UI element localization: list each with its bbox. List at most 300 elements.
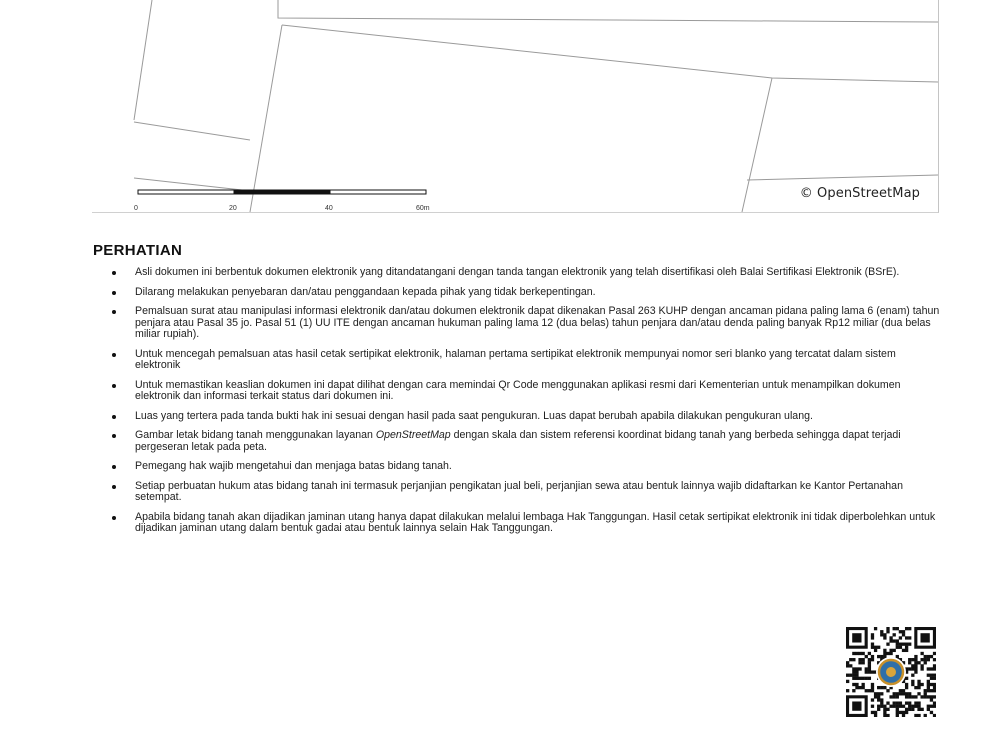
qr-module xyxy=(920,695,923,698)
qr-module xyxy=(902,630,905,633)
notice-item xyxy=(93,411,943,423)
qr-module xyxy=(883,711,886,714)
qr-module xyxy=(871,636,874,639)
qr-module xyxy=(911,664,914,667)
qr-finder xyxy=(852,633,861,642)
qr-code[interactable] xyxy=(846,627,936,717)
qr-module xyxy=(927,655,930,658)
parcel-boundary xyxy=(282,25,938,82)
qr-module xyxy=(855,670,858,673)
qr-module xyxy=(933,714,936,717)
qr-module xyxy=(877,646,880,649)
qr-module xyxy=(902,705,905,708)
qr-module xyxy=(874,649,877,652)
qr-module xyxy=(855,667,858,670)
qr-module xyxy=(927,680,930,683)
qr-module xyxy=(920,708,923,711)
notice-item-text: Dilarang melakukan penyebaran dan/atau penggandaan kepada pihak yang tidak berkepentingan. xyxy=(135,285,596,298)
qr-module xyxy=(911,680,914,683)
qr-module xyxy=(933,683,936,686)
qr-module xyxy=(896,695,899,698)
qr-module xyxy=(883,636,886,639)
parcel-boundary xyxy=(250,25,282,212)
qr-module xyxy=(889,639,892,642)
qr-module xyxy=(862,652,865,655)
notice-item xyxy=(93,481,943,504)
qr-module xyxy=(865,689,868,692)
qr-module xyxy=(899,643,902,646)
qr-module xyxy=(871,646,874,649)
qr-module xyxy=(930,655,933,658)
qr-module xyxy=(896,708,899,711)
qr-module xyxy=(908,692,911,695)
qr-module xyxy=(871,711,874,714)
qr-module xyxy=(933,686,936,689)
qr-module xyxy=(886,643,889,646)
qr-module xyxy=(902,689,905,692)
qr-module xyxy=(933,664,936,667)
parcel-boundary xyxy=(134,178,242,190)
qr-module xyxy=(883,652,886,655)
qr-module xyxy=(871,658,874,661)
qr-module xyxy=(914,701,917,704)
qr-module xyxy=(930,698,933,701)
qr-module xyxy=(917,714,920,717)
qr-module xyxy=(880,705,883,708)
qr-module xyxy=(930,667,933,670)
parcel-boundary xyxy=(747,175,938,180)
scale-bar xyxy=(138,190,426,194)
qr-module xyxy=(905,708,908,711)
qr-module xyxy=(858,667,861,670)
qr-module xyxy=(930,711,933,714)
bullet-icon xyxy=(112,291,116,295)
qr-module xyxy=(908,636,911,639)
qr-module xyxy=(914,705,917,708)
qr-module xyxy=(886,714,889,717)
bullet-icon xyxy=(112,516,116,520)
qr-module xyxy=(858,677,861,680)
notice-item-text-after: dengan skala dan sistem referensi koordinat bidang tanah yang berbeda sehingga dapat terjadi pergeseran letak pada peta. xyxy=(135,429,901,453)
qr-module xyxy=(858,686,861,689)
qr-module xyxy=(868,670,871,673)
qr-module xyxy=(880,633,883,636)
parcel-map xyxy=(92,0,938,212)
qr-module xyxy=(868,667,871,670)
notice-item-text: Setiap perbuatan hukum atas bidang tanah ini termasuk perjanjian pengikatan jual beli, perjanjian sewa atau bentuk lainnya wajib didaftarkan ke Kantor Pertanahan setempat. xyxy=(135,479,903,503)
qr-module xyxy=(893,701,896,704)
qr-module xyxy=(865,667,868,670)
qr-module xyxy=(908,661,911,664)
qr-module xyxy=(880,630,883,633)
notice-item xyxy=(93,306,943,341)
qr-module xyxy=(877,692,880,695)
qr-module xyxy=(889,705,892,708)
qr-module xyxy=(874,714,877,717)
qr-module xyxy=(855,683,858,686)
qr-module xyxy=(914,655,917,658)
qr-module xyxy=(933,652,936,655)
qr-module xyxy=(862,661,865,664)
qr-module xyxy=(917,686,920,689)
qr-module xyxy=(889,649,892,652)
qr-module xyxy=(886,708,889,711)
qr-module xyxy=(905,643,908,646)
scale-label-0: 0 xyxy=(134,205,138,212)
qr-module xyxy=(905,649,908,652)
qr-module xyxy=(905,695,908,698)
qr-module xyxy=(896,705,899,708)
qr-module xyxy=(886,652,889,655)
qr-module xyxy=(914,664,917,667)
qr-module xyxy=(914,661,917,664)
qr-module xyxy=(920,683,923,686)
qr-module xyxy=(855,652,858,655)
qr-module xyxy=(862,658,865,661)
qr-module xyxy=(868,677,871,680)
qr-module xyxy=(849,674,852,677)
notice-item xyxy=(93,287,943,299)
qr-module xyxy=(914,670,917,673)
qr-module xyxy=(911,708,914,711)
qr-module xyxy=(908,643,911,646)
qr-module xyxy=(858,658,861,661)
qr-module xyxy=(883,655,886,658)
qr-module xyxy=(899,701,902,704)
qr-module xyxy=(852,667,855,670)
qr-module xyxy=(874,646,877,649)
qr-module xyxy=(927,658,930,661)
scale-label-60m: 60m xyxy=(416,205,430,212)
qr-module xyxy=(933,667,936,670)
qr-module xyxy=(871,705,874,708)
qr-module xyxy=(886,701,889,704)
qr-module xyxy=(905,683,908,686)
qr-module xyxy=(902,643,905,646)
qr-module xyxy=(877,655,880,658)
qr-module xyxy=(880,701,883,704)
bullet-icon xyxy=(112,465,116,469)
qr-module xyxy=(914,667,917,670)
notice-item xyxy=(93,267,943,279)
bullet-icon xyxy=(112,485,116,489)
qr-module xyxy=(855,686,858,689)
qr-module xyxy=(883,633,886,636)
qr-module xyxy=(880,698,883,701)
notice-heading: PERHATIAN xyxy=(93,242,183,259)
qr-finder xyxy=(852,701,861,710)
qr-module xyxy=(868,661,871,664)
qr-module xyxy=(871,698,874,701)
qr-module xyxy=(902,692,905,695)
qr-module xyxy=(893,692,896,695)
qr-module xyxy=(905,646,908,649)
qr-module xyxy=(917,661,920,664)
parcel-boundary xyxy=(134,0,152,120)
qr-module xyxy=(849,658,852,661)
qr-module xyxy=(896,639,899,642)
map-panel xyxy=(92,0,939,213)
qr-module xyxy=(893,639,896,642)
qr-module xyxy=(908,667,911,670)
qr-module xyxy=(930,683,933,686)
qr-module xyxy=(893,633,896,636)
qr-module xyxy=(899,711,902,714)
qr-module xyxy=(899,689,902,692)
qr-module xyxy=(917,683,920,686)
qr-module xyxy=(896,643,899,646)
qr-module xyxy=(899,646,902,649)
qr-module xyxy=(862,686,865,689)
qr-module xyxy=(920,664,923,667)
qr-module xyxy=(911,705,914,708)
qr-module xyxy=(908,695,911,698)
qr-module xyxy=(902,633,905,636)
qr-module xyxy=(917,708,920,711)
qr-module xyxy=(896,646,899,649)
qr-module xyxy=(911,695,914,698)
notice-item xyxy=(93,512,943,535)
qr-module xyxy=(868,664,871,667)
qr-module xyxy=(924,689,927,692)
qr-module xyxy=(896,701,899,704)
qr-module xyxy=(911,667,914,670)
notice-item xyxy=(93,380,943,403)
qr-module xyxy=(849,664,852,667)
qr-module xyxy=(862,683,865,686)
notice-item-text: Asli dokumen ini berbentuk dokumen elektronik yang ditandatangani dengan tanda tangan elektronik yang telah disertifikasi oleh Balai Sertifikasi Elektronik (BSrE). xyxy=(135,266,900,278)
qr-module xyxy=(886,689,889,692)
qr-module xyxy=(852,652,855,655)
qr-module xyxy=(874,695,877,698)
qr-module xyxy=(896,627,899,630)
osm-attribution-link[interactable]: © OpenStreetMap xyxy=(799,186,920,201)
qr-module xyxy=(905,701,908,704)
qr-module xyxy=(852,674,855,677)
qr-module xyxy=(917,680,920,683)
qr-module xyxy=(924,714,927,717)
scale-label-40: 40 xyxy=(325,205,333,212)
qr-module xyxy=(927,689,930,692)
notice-item-text-italic: OpenStreetMap xyxy=(375,429,451,441)
notice-item-text: Luas yang tertera pada tanda bukti hak ini sesuai dengan hasil pada saat pengukuran. Luas dapat berubah apabila dilakukan pengukuran ulang. xyxy=(135,409,813,422)
qr-module xyxy=(874,692,877,695)
qr-module xyxy=(855,674,858,677)
qr-module xyxy=(896,692,899,695)
qr-module xyxy=(933,674,936,677)
qr-module xyxy=(865,670,868,673)
qr-module xyxy=(905,711,908,714)
qr-module xyxy=(933,695,936,698)
qr-module xyxy=(914,686,917,689)
qr-module xyxy=(905,677,908,680)
qr-module xyxy=(896,711,899,714)
qr-module xyxy=(868,652,871,655)
qr-module xyxy=(899,705,902,708)
qr-module xyxy=(862,677,865,680)
qr-module xyxy=(924,661,927,664)
qr-module xyxy=(924,658,927,661)
qr-module xyxy=(877,698,880,701)
qr-module xyxy=(902,714,905,717)
qr-module xyxy=(858,661,861,664)
qr-module xyxy=(871,633,874,636)
parcel-boundary xyxy=(742,78,772,212)
qr-module xyxy=(924,695,927,698)
qr-module xyxy=(893,695,896,698)
qr-module xyxy=(883,708,886,711)
notice-item-text-before: Gambar letak bidang tanah menggunakan layanan xyxy=(135,429,376,441)
qr-module xyxy=(883,686,886,689)
parcel-boundary xyxy=(134,122,250,140)
qr-module xyxy=(871,689,874,692)
bullet-icon xyxy=(112,310,116,314)
qr-module xyxy=(911,674,914,677)
qr-module xyxy=(855,677,858,680)
qr-module xyxy=(883,714,886,717)
qr-module xyxy=(899,636,902,639)
qr-module xyxy=(846,689,849,692)
qr-module xyxy=(914,695,917,698)
qr-module xyxy=(880,692,883,695)
qr-module xyxy=(889,636,892,639)
notice-item-text: Pemegang hak wajib mengetahui dan menjaga batas bidang tanah. xyxy=(135,460,452,472)
qr-module xyxy=(880,686,883,689)
notice-item xyxy=(93,461,943,473)
qr-module xyxy=(911,658,914,661)
qr-module xyxy=(908,708,911,711)
notice-item-text: Pemalsuan surat atau manipulasi informasi elektronik dan/atau dokumen elektronik dapat dikenakan Pasal 263 KUHP dengan ancaman pidana paling lama 6 (enam) tahun penjara atau Pasal 35 jo. Pasal 51 (1) UU ITE dengan ancaman hukuman paling lama 12 (dua belas) tahun penjara dan/atau denda paling banyak Rp12 miliar (dua belas miliar rupiah). xyxy=(135,305,940,340)
qr-module xyxy=(852,658,855,661)
qr-module xyxy=(930,689,933,692)
qr-module xyxy=(930,674,933,677)
qr-module xyxy=(930,677,933,680)
qr-module xyxy=(914,714,917,717)
qr-module xyxy=(871,643,874,646)
qr-module xyxy=(889,695,892,698)
qr-module xyxy=(905,692,908,695)
qr-module xyxy=(877,705,880,708)
bullet-icon xyxy=(112,384,116,388)
qr-module xyxy=(905,636,908,639)
qr-module xyxy=(852,689,855,692)
notice-item-text: Untuk memastikan keaslian dokumen ini dapat dilihat dengan cara memindai Qr Code menggunakan aplikasi resmi dari Kementerian untuk menampilkan dokumen elektronik dan informasi terkait status dari dokumen ini. xyxy=(135,378,901,402)
qr-module xyxy=(896,655,899,658)
bullet-icon xyxy=(112,434,116,438)
qr-module xyxy=(877,695,880,698)
qr-module xyxy=(933,658,936,661)
qr-finder xyxy=(920,633,929,642)
notice-item-text: Apabila bidang tanah akan dijadikan jaminan utang hanya dapat dilakukan melalui lembaga Hak Tanggungan. Hasil cetak sertipikat elektronik ini tidak diperbolehkan untuk dijadikan jaminan utang dalam bentuk gadai atau bentuk lainnya selain Hak Tanggungan. xyxy=(135,510,936,534)
notice-item xyxy=(93,430,943,453)
qr-module xyxy=(846,680,849,683)
qr-module xyxy=(933,689,936,692)
parcel-boundary xyxy=(278,0,938,22)
qr-module xyxy=(924,692,927,695)
qr-module xyxy=(920,667,923,670)
qr-module xyxy=(886,630,889,633)
qr-module xyxy=(908,658,911,661)
qr-module xyxy=(908,701,911,704)
notice-section xyxy=(93,242,943,543)
qr-logo-center xyxy=(886,667,896,677)
bullet-icon xyxy=(112,271,116,275)
qr-module xyxy=(933,677,936,680)
qr-module xyxy=(871,670,874,673)
qr-module xyxy=(865,677,868,680)
qr-module xyxy=(846,664,849,667)
qr-module xyxy=(905,627,908,630)
qr-module xyxy=(914,658,917,661)
qr-module xyxy=(927,674,930,677)
qr-module xyxy=(902,711,905,714)
qr-module xyxy=(930,695,933,698)
qr-module xyxy=(889,652,892,655)
qr-module xyxy=(852,670,855,673)
qr-module xyxy=(871,683,874,686)
qr-module xyxy=(896,714,899,717)
qr-module xyxy=(883,649,886,652)
qr-module xyxy=(874,627,877,630)
qr-module xyxy=(877,686,880,689)
qr-module xyxy=(927,686,930,689)
scale-label-20: 20 xyxy=(229,205,237,212)
notice-list xyxy=(93,267,943,535)
qr-module xyxy=(908,705,911,708)
qr-module xyxy=(933,705,936,708)
qr-module xyxy=(858,652,861,655)
qr-module xyxy=(865,655,868,658)
qr-module xyxy=(852,683,855,686)
notice-item xyxy=(93,349,943,372)
qr-module xyxy=(899,630,902,633)
qr-module xyxy=(871,655,874,658)
qr-module xyxy=(886,627,889,630)
qr-module xyxy=(927,683,930,686)
qr-module xyxy=(874,711,877,714)
notice-item-text: Untuk mencegah pemalsuan atas hasil cetak sertipikat elektronik, halaman pertama sertipikat elektronik mempunyai nomor seri blanko yang tercatat dalam sistem elektronik xyxy=(135,347,896,371)
qr-module xyxy=(927,695,930,698)
qr-module xyxy=(933,701,936,704)
qr-module xyxy=(911,683,914,686)
qr-module xyxy=(902,649,905,652)
qr-module xyxy=(868,689,871,692)
qr-module xyxy=(908,627,911,630)
qr-module xyxy=(920,658,923,661)
qr-module xyxy=(846,661,849,664)
bullet-icon xyxy=(112,415,116,419)
qr-module xyxy=(899,692,902,695)
qr-module xyxy=(852,677,855,680)
qr-module xyxy=(846,674,849,677)
qr-module xyxy=(893,705,896,708)
qr-module xyxy=(930,705,933,708)
qr-module xyxy=(917,692,920,695)
qr-module xyxy=(905,686,908,689)
qr-module xyxy=(927,708,930,711)
qr-module xyxy=(877,708,880,711)
qr-module xyxy=(893,627,896,630)
qr-module xyxy=(871,686,874,689)
qr-module xyxy=(917,705,920,708)
qr-module xyxy=(880,655,883,658)
qr-module xyxy=(868,658,871,661)
qr-module xyxy=(917,701,920,704)
qr-module xyxy=(927,705,930,708)
qr-module xyxy=(927,667,930,670)
qr-module xyxy=(893,649,896,652)
qr-module xyxy=(883,705,886,708)
